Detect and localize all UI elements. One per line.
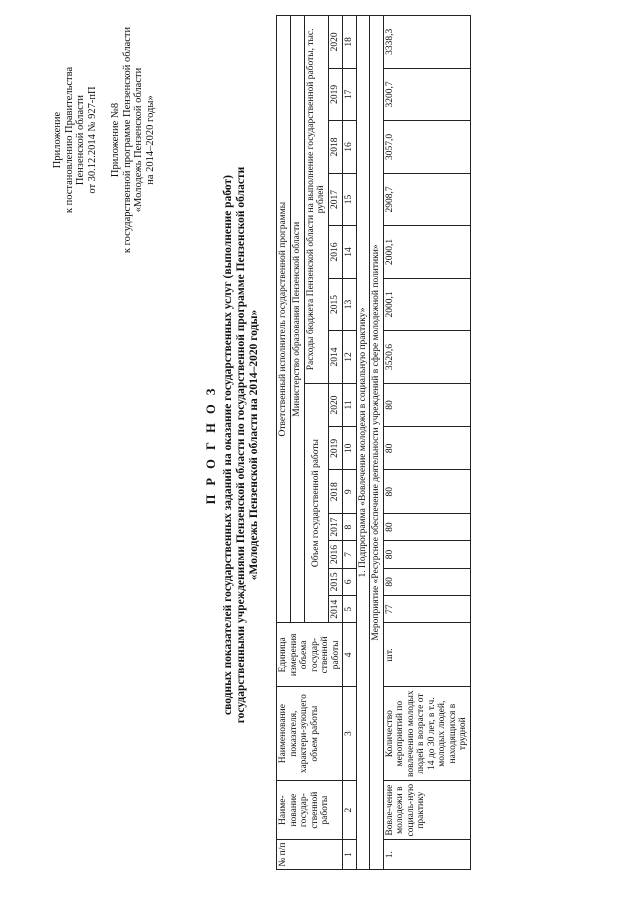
title-line: государственными учреждениями Пензенской области по государственной программе Пензенской области <box>235 166 247 724</box>
column-number: 9 <box>343 470 357 513</box>
column-number: 7 <box>343 541 357 568</box>
header-unit: Единица измерения объема государ-ственной работы <box>277 623 343 687</box>
column-number: 16 <box>343 121 357 174</box>
header-indicator: Наименование показателя, характери-зующего объем работы <box>277 687 343 781</box>
appendix-line: Приложение <box>52 111 63 169</box>
header-executor: Ответственный исполнитель государственной программы <box>277 16 291 623</box>
year-cell: 2017 <box>329 173 343 226</box>
header-row-executor <box>277 16 291 870</box>
year-cell: 2015 <box>329 278 343 331</box>
header-num: № п/п <box>277 840 343 870</box>
expense-cell: 3520,6 <box>383 331 470 384</box>
subprogram-row <box>356 16 370 870</box>
row-work-name: Вовле-чение молодежи в социаль-ную практику <box>383 780 470 839</box>
column-number: 4 <box>343 623 357 687</box>
appendix-block-resolution <box>52 15 98 265</box>
appendix-line: Приложение №8 <box>110 102 121 178</box>
title-line: сводных показателей государственных заданий на оказание государственных услуг (выполнение работ) <box>222 174 234 716</box>
forecast-table <box>276 15 471 870</box>
header-volume: Объем государственной работы <box>304 383 329 623</box>
activity-row <box>370 16 384 870</box>
appendix-line: «Молодежь Пензенской области <box>133 67 144 213</box>
row-indicator: Количество мероприятий по вовлечению молодых людей в возрасте от 14 до 30 лет, в т.ч. молодых людей, находящихся в трудной <box>383 687 470 781</box>
volume-cell: 80 <box>383 568 470 595</box>
year-cell: 2017 <box>329 513 343 540</box>
year-cell: 2014 <box>329 331 343 384</box>
column-number: 11 <box>343 383 357 426</box>
expense-cell: 2000,1 <box>383 226 470 279</box>
year-cell: 2016 <box>329 541 343 568</box>
volume-cell: 80 <box>383 383 470 426</box>
appendix-line: Пензенской области <box>75 94 86 186</box>
header-expenses: Расходы бюджета Пензенской области на выполнение государственной работы, тыс. рублей <box>304 16 329 384</box>
header-work-name: Наиме-нование государ-ственной работы <box>277 780 343 839</box>
column-number: 18 <box>343 16 357 69</box>
year-cell: 2020 <box>329 16 343 69</box>
expense-cell: 2908,7 <box>383 173 470 226</box>
expense-cell: 3200,7 <box>383 68 470 121</box>
volume-cell: 80 <box>383 427 470 470</box>
volume-cell: 80 <box>383 513 470 540</box>
appendix-line: к постановлению Правительства <box>63 66 75 214</box>
column-number-row <box>343 16 357 870</box>
column-number: 13 <box>343 278 357 331</box>
column-number: 15 <box>343 173 357 226</box>
column-number: 17 <box>343 68 357 121</box>
year-cell: 2018 <box>329 470 343 513</box>
column-number: 3 <box>343 687 357 781</box>
column-number: 5 <box>343 596 357 623</box>
appendix-block-program <box>110 15 156 265</box>
column-number: 8 <box>343 513 357 540</box>
column-number: 14 <box>343 226 357 279</box>
year-cell: 2018 <box>329 121 343 174</box>
year-cell: 2016 <box>329 226 343 279</box>
appendix-line: от 30.12.2014 № 927-пП <box>86 86 98 194</box>
expense-cell: 2000,1 <box>383 278 470 331</box>
volume-cell: 80 <box>383 541 470 568</box>
row-unit: шт. <box>383 623 470 687</box>
document-title <box>205 65 261 825</box>
expense-cell: 3057,0 <box>383 121 470 174</box>
subprogram-title: 1. Подпрограмма «Вовлечение молодежи в социальную практику» <box>356 16 370 870</box>
title-heading: П Р О Г Н О З <box>204 385 218 505</box>
title-line: «Молодежь Пензенской области на 2014–2020 годы» <box>248 309 260 581</box>
appendix-line: к государственной программе Пензенской области <box>121 26 133 254</box>
column-number: 2 <box>343 780 357 839</box>
year-cell: 2020 <box>329 383 343 426</box>
column-number: 6 <box>343 568 357 595</box>
table-row <box>383 16 470 870</box>
column-number: 1 <box>343 840 357 870</box>
row-num: 1. <box>383 840 470 870</box>
appendix-note <box>52 15 168 265</box>
year-cell: 2014 <box>329 596 343 623</box>
year-cell: 2019 <box>329 427 343 470</box>
column-number: 10 <box>343 427 357 470</box>
appendix-line: на 2014–2020 годы» <box>144 95 156 185</box>
volume-cell: 80 <box>383 470 470 513</box>
year-cell: 2019 <box>329 68 343 121</box>
activity-title: Мероприятие «Ресурсное обеспечение деятельности учреждений в сфере молодежной политики» <box>370 16 384 870</box>
year-cell: 2015 <box>329 568 343 595</box>
expense-cell: 3338,3 <box>383 16 470 69</box>
volume-cell: 77 <box>383 596 470 623</box>
header-ministry: Министерство образования Пензенской области <box>290 16 304 623</box>
column-number: 12 <box>343 331 357 384</box>
